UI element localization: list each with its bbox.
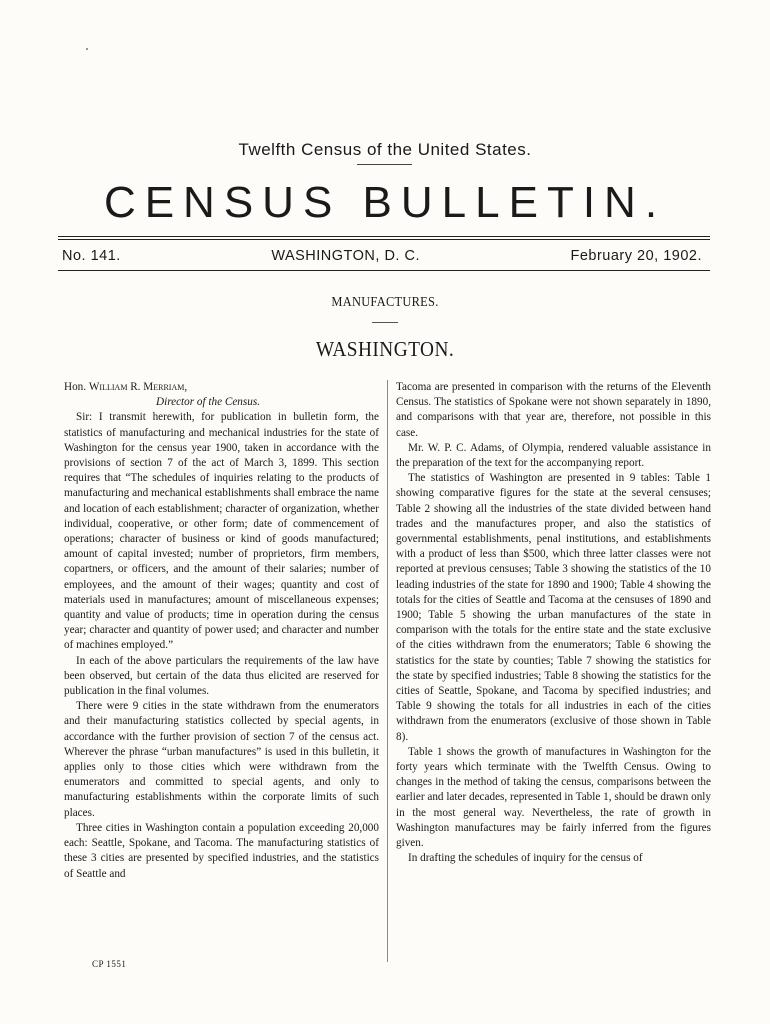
addressee-line (64, 380, 379, 395)
masthead-top-rule (58, 236, 710, 240)
issue-number: No. 141. (62, 248, 121, 264)
addressee-prefix: Hon. (64, 381, 87, 393)
issue-date: February 20, 1902. (570, 248, 702, 264)
right-paragraph-3: The statistics of Washington are presented in 9 tables: Table 1 showing comparative figures for the state at the several censuses; Table 2 showing all the industries of the state divided between hand trades and the manufactures proper, and also the statistics of governmental establishments, penal institutions, and establishments with a product of less than $500, which three latter classes were not reported at previous censuses; Table 3 showing the statistics of the 10 leading industries of the state for 1890 and 1900; Table 4 showing the totals for the cities of Seattle and Tacoma at the censuses of 1890 and 1900; Table 5 showing the urban manufactures of the state in comparison with the totals for the entire state and the state exclusive of the cities withdrawn from the enumerators; Table 6 showing the statistics for the state by counties; Table 7 showing the statistics for the state by specified industries; Table 8 showing the statistics for the cities of Seattle, Spokane, and Tacoma by specified industries; and Table 9 showing the totals for all industries in each of the cities withdrawn from the enumerators (exclusive of those shown in Table 8). (396, 472, 711, 743)
right-paragraph-2: Mr. W. P. C. Adams, of Olympia, rendered valuable assistance in the preparation of the text for the accompanying report. (396, 441, 711, 470)
state-title: WASHINGTON. (315, 337, 455, 361)
issue-info-row (62, 248, 702, 264)
printer-mark: CP 1551 (92, 959, 127, 969)
census-header (0, 140, 770, 160)
masthead-bottom-rule (58, 270, 710, 271)
section-title: MANUFACTURES. (331, 294, 439, 309)
right-column (396, 380, 711, 867)
left-paragraph-4: Three cities in Washington contain a population exceeding 20,000 each: Seattle, Spokane, and Tacoma. The manufacturing statistics of these 3 cities are presented by specified industries, and the statistics of Seattle and (64, 821, 379, 880)
left-paragraph-2: In each of the above particulars the requirements of the law have been observed, but certain of the data thus elicited are reserved for publication in the final volumes. (64, 654, 379, 698)
bulletin-title: CENSUS BULLETIN. (103, 178, 667, 227)
right-paragraph-5: In drafting the schedules of inquiry for the census of (408, 852, 643, 865)
column-divider (387, 380, 388, 962)
right-paragraph-4: Table 1 shows the growth of manufactures in Washington for the forty years which terminate with the Twelfth Census. Owing to changes in the method of taking the census, comparisons between the earlier and later decades, represented in Table 1, should be drawn only in the most general way. Nevertheless, the rate of growth in Washington manufactures may be fairly inferred from the figures given. (396, 745, 711, 850)
census-title: Twelfth Census of the United States. (238, 140, 532, 159)
addressee-role: Director of the Census. (156, 396, 260, 409)
left-column (64, 380, 379, 882)
right-paragraph-1: Tacoma are presented in comparison with the returns of the Eleventh Census. The statistics of Spokane were not shown separately in 1890, and comparisons with that year are, therefore, not possible in this case. (396, 381, 711, 439)
section-rule (372, 322, 398, 323)
left-paragraph-1: Sir: I transmit herewith, for publication in bulletin form, the statistics of manufacturing and mechanical industries for the state of Washington for the census year 1900, taken in accordance with the provisions of section 7 of the act of March 3, 1899. This section requires that “The schedules of inquiries relating to the products of manufacturing and mechanical establishments shall embrace the name and location of each establishment; character of organization, whether individual, cooperative, or other form; date of commencement of operations; character of business or kind of goods manufactured; amount of capital invested; number of proprietors, firm members, copartners, or officers, and the amount of their salaries; number of employees, and the amount of their wages; quantity and cost of materials used in manufactures; amount of miscellaneous expenses; quantity and value of products; time in operation during the census year; character and quantity of power used; and character and number of machines employed.” (64, 411, 379, 652)
page-speck (86, 48, 88, 50)
addressee-name: William R. Merriam, (88, 381, 188, 393)
issue-place: WASHINGTON, D. C. (271, 248, 420, 264)
left-paragraph-3: There were 9 cities in the state withdrawn from the enumerators and their manufacturing statistics collected by special agents, in accordance with the further provision of section 7 of the census act. Wherever the phrase “urban manufactures” is used in this bulletin, it applies only to those cities which were withdrawn from the enumerators and committed to special agents, and only to manufacturing establishments within the corporate limits of such places. (64, 700, 379, 819)
title-rule (357, 164, 412, 165)
